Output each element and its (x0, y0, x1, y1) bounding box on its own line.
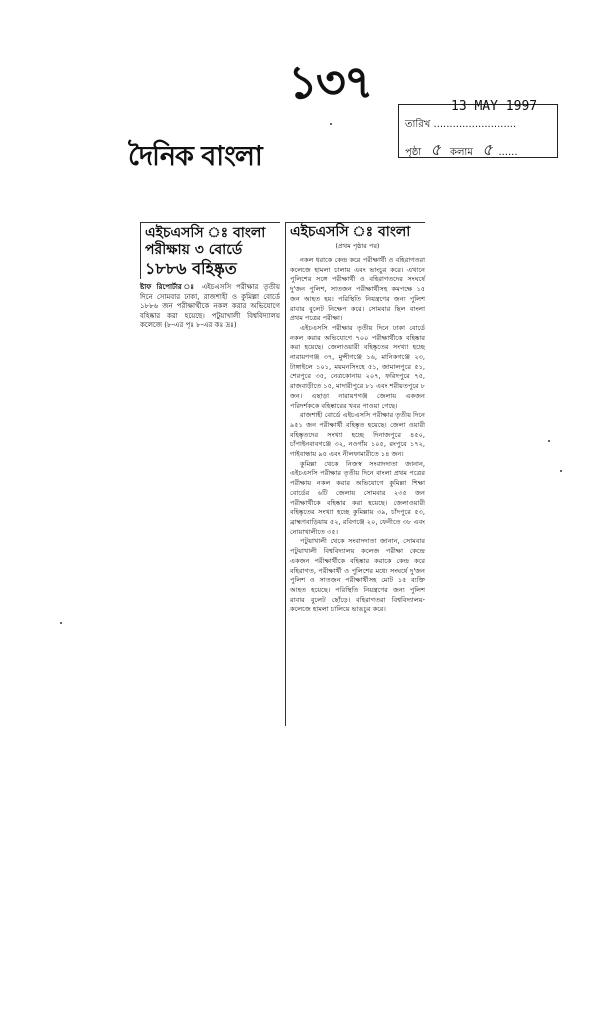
paragraph: নকল ধরাকে কেন্দ্র করে পরীক্ষার্থী ও বহিরাগতরা কলেজে হামলা চালায় এবং ভাংচুর করে। এখানে পুলিশের সঙ্গে পরীক্ষার্থী ও বহিরাগতদের সংঘর্ষে দু'জন পুলিশ, সাতজন পরীক্ষার্থীসহ কমপক্ষে ১৫ জন আহত হয়। পরিস্থিতি নিয়ন্ত্রণের জন্য পুলিশ রাবার বুলেট নিক্ষেপ করে। সোমবার ছিল বাংলা প্রথম পত্রের পরীক্ষা। (290, 256, 425, 323)
newspaper-masthead: দৈনিক বাংলা (128, 141, 262, 172)
headline-line-2: পরীক্ষায় ৩ বোর্ডে (145, 242, 243, 258)
article-body (290, 256, 425, 615)
paragraph: এইচএসসি পরীক্ষার তৃতীয় দিনে ঢাকা বোর্ডে নকল করার অভিযোগে ৭০০ পরীক্ষার্থীকে বহিষ্কার করা হয়েছে। জেলাওয়ারী বহিষ্কৃতের সংখ্যা হচ্ছে নারায়ণগঞ্জ ৩৭, মুন্সীগঞ্জে ১৬, মানিকগঞ্জে ২৩, টাঙ্গাইলে ১০১, ময়মনসিংহে ৫১, জামালপুরে ৫১, শেরপুরে ৩৫, নেত্রকোনায় ২০৭, ফরিদপুরে ৭৫, রাজবাড়ীতে ১৫, মাদারীপুরে ৮১ এবং শরীয়তপুরে ৮ জন। এছাড়া নারায়ণগঞ্জ জেলায় একজন পরিদর্শককে বহিষ্কারের খবর পাওয়া গেছে। (290, 323, 426, 410)
stamp-page-row: পৃষ্ঠা ৫ কলাম ৫ ...... (405, 140, 518, 159)
scan-speck (330, 123, 332, 125)
scan-speck (560, 470, 562, 472)
scan-speck (60, 622, 62, 624)
lead-paragraph (140, 283, 280, 331)
jump-line: (৮-এর পৃঃ ৮-এর কঃ দ্রঃ) (164, 321, 237, 330)
stamp-date: 13 MAY 1997 (451, 99, 538, 114)
scan-speck (548, 440, 550, 442)
paragraph: পটুয়াখালী থেকে সংবাদদাতা জানান, সোমবার পটুয়াখালী বিশ্ববিদ্যালয় কলেজ পরীক্ষা কেন্দ্রে একজন পরীক্ষার্থীকে বহিষ্কার করাকে কেন্দ্র করে বহিরাগত, পরীক্ষার্থী ও পুলিশের মধ্যে সংঘর্ষে দু'জন পুলিশ ও সাতজন পরীক্ষার্থীসহ মোট ১৫ ব্যক্তি আহত হয়েছে। পরিস্থিতি নিয়ন্ত্রণের জন্য পুলিশ রাবার বুলেট ছোঁড়ে। বহিরাগতরা বিশ্ববিদ্যালয়-কলেজে হামলা চালিয়ে ভাঙচুর করে। (290, 537, 425, 614)
archive-page-number: ১৩৭ (288, 55, 372, 109)
headline-line-1: এইচএসসি ঃ বাংলা (145, 225, 266, 241)
continued-from: (প্রথম পৃষ্ঠার পর) (335, 242, 380, 250)
headline-line-3: ১৮৮৬ বহিষ্কৃত (145, 259, 237, 278)
front-page-clipping (140, 222, 280, 331)
paragraph: রাজশাহী বোর্ডে এইচএসসি পরীক্ষার তৃতীয় দিনে ৯৫১ জন পরীক্ষার্থী বহিষ্কৃত হয়েছে। জেলা ওয়ারী বহিষ্কৃতদের সংখ্যা হচ্ছে দিনাজপুরে ৪৫০, চাঁপাইনবাবগঞ্জে ৩২, নওগাঁয় ১০৫, রংপুরে ১৭২, গাইবান্ধায় ৯৫ এবং নীলফামারীতে ১৪ জন। (290, 411, 425, 459)
date-stamp (398, 99, 558, 159)
stamp-column-value: ৫ (482, 140, 493, 159)
stamp-date-label: তারিখ (405, 119, 431, 130)
headline (140, 222, 280, 279)
paragraph: কুমিল্লা থেকে নিজস্ব সংবাদদাতা জানান, এইচএসসি পরীক্ষার তৃতীয় দিনে বাংলা প্রথম পত্রের পরীক্ষায় নকল করার অভিযোগে কুমিল্লা শিক্ষা বোর্ডের ৬টি জেলায় সোমবার ২৩৫ জন পরীক্ষার্থীকে বহিষ্কার করা হয়েছে। জেলাওয়ারী বহিষ্কৃতের সংখ্যা হচ্ছে কুমিল্লায় ৩৯, চাঁদপুরে ৫৩, ব্রাহ্মণবাড়িয়ায় ৫২, রবিগঞ্জে ২০, ফেনীতে ৩৮ এবং নোয়াখালীতে ৩৫। (290, 459, 425, 536)
stamp-page-label: পৃষ্ঠা (405, 147, 422, 158)
stamp-column-label: কলাম (449, 147, 473, 158)
lead-text: এইচএসসি পরীক্ষার তৃতীয় দিনে সোমবার ঢাকা, রাজশাহী ও কুমিল্লা বোর্ডে ১৮৮৬ জন পরীক্ষার্থীকে নকল করার অভিযোগে বহিষ্কার করা হয়েছে। পটুয়াখালী বিশ্ববিদ্যালয় কলেজে (140, 283, 280, 330)
stamp-page-value: ৫ (430, 140, 441, 159)
continuation-kicker: এইচএসসি ঃ বাংলা (290, 224, 411, 240)
byline: ষ্টাফ রিপোর্টার ঃ (140, 283, 197, 291)
continuation-clipping (285, 222, 425, 726)
stamp-date-row: তারিখ .......................... (405, 119, 517, 130)
